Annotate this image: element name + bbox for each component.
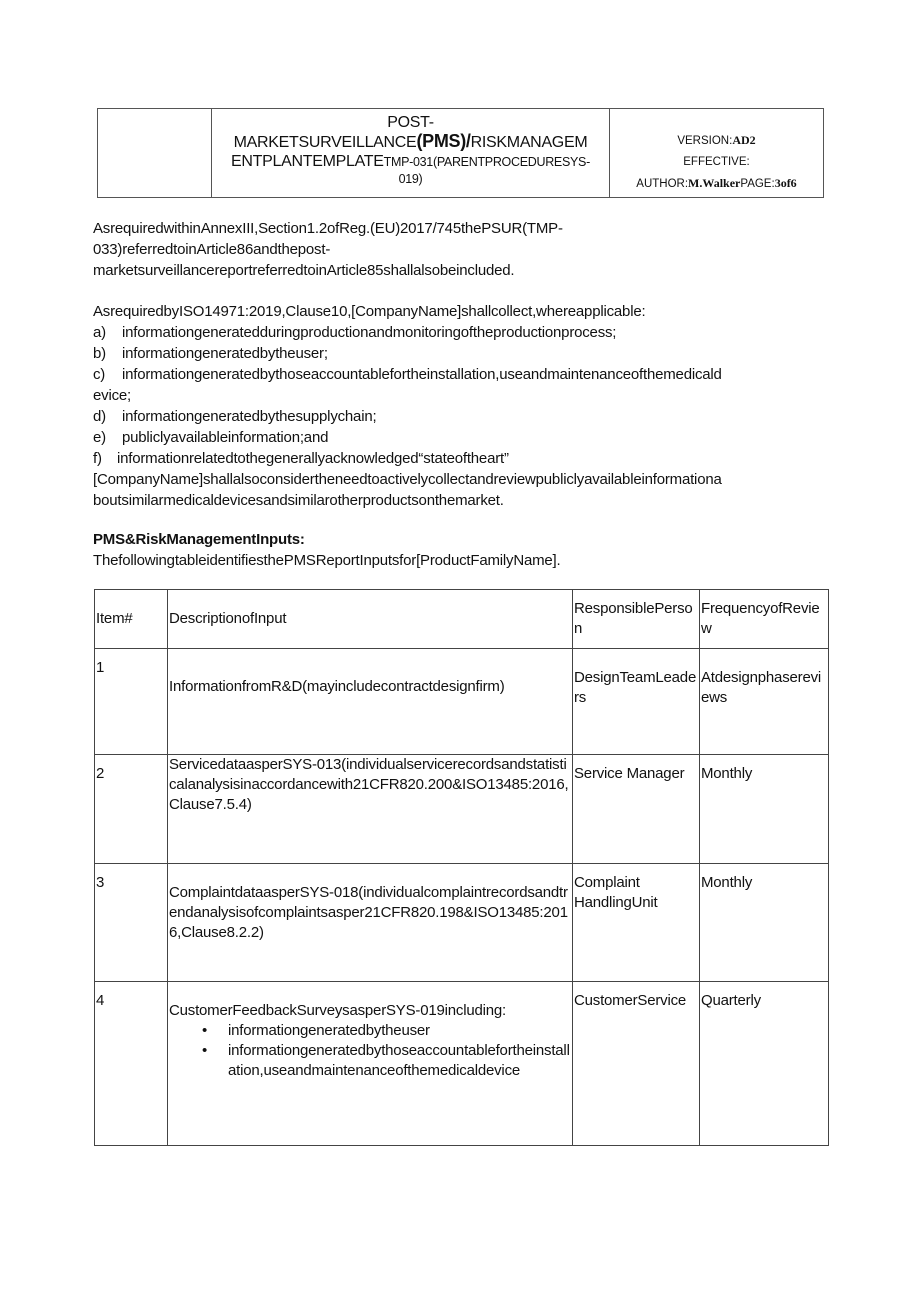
list-item: f) informationrelatedtothegenerallyacknowledged“stateoftheart” [93, 450, 509, 467]
inputs-section [93, 529, 560, 571]
column-header: DescriptionofInput [168, 590, 573, 649]
table-cell: Monthly [700, 755, 829, 864]
list-item: e) publiclyavailableinformation;and [93, 429, 329, 446]
table-cell: 3 [95, 864, 168, 982]
table-row [95, 649, 829, 755]
effective-field: EFFECTIVE: [683, 156, 750, 168]
table-cell: Quarterly [700, 982, 829, 1146]
document-title: POST- MARKETSURVEILLANCE(PMS)/RISKMANAGEM ENTPLANTEMPLATETMP-031(PARENTPROCEDURESYS- 019) [212, 109, 610, 197]
paragraph-annex: AsrequiredwithinAnnexIII,Section1.2ofReg.(EU)2017/745thePSUR(TMP- 033)referredtoinArticle86andthepost- marketsurveillancereportreferredtoinArticle85shallalsobeincluded. [93, 220, 563, 279]
list-item: d) informationgeneratedbythesupplychain; [93, 408, 377, 425]
list-item: evice; [93, 387, 131, 404]
table-cell: Service Manager [573, 755, 700, 864]
pms-inputs-table [94, 589, 829, 1146]
document-header [97, 108, 824, 198]
table-cell: 4 [95, 982, 168, 1146]
header-logo-cell [98, 109, 212, 197]
section-intro: ThefollowingtableidentifiesthePMSReportInputsfor[ProductFamilyName]. [93, 552, 561, 569]
column-header: FrequencyofReview [700, 590, 829, 649]
version-field: VERSION:AD2 [677, 133, 756, 147]
table-cell: Complaint HandlingUnit [573, 864, 700, 982]
table-cell: InformationfromR&D(mayincludecontractdesignfirm) [168, 649, 573, 755]
bullet-list [169, 1021, 572, 1081]
table-header-row [95, 590, 829, 649]
section-heading: PMS&RiskManagementInputs: [93, 531, 305, 548]
author-page-field: AUTHOR:M.WalkerPAGE:3of6 [636, 176, 797, 190]
table-cell: DesignTeamLeaders [573, 649, 700, 755]
list-item: • informationgeneratedbythoseaccountablefortheinstallation,useandmaintenanceofthemedicaldevice [228, 1041, 572, 1081]
table-row [95, 982, 829, 1146]
column-header: ResponsiblePerson [573, 590, 700, 649]
table-cell: 2 [95, 755, 168, 864]
table-row [95, 755, 829, 864]
list-item: • informationgeneratedbytheuser [228, 1021, 572, 1041]
list-item: c) informationgeneratedbythoseaccountablefortheinstallation,useandmaintenanceofthemedicald [93, 366, 722, 383]
collection-list [93, 322, 722, 469]
table-cell: CustomerFeedbackSurveysasperSYS-019including: • informationgeneratedbytheuser • informationgeneratedbythoseaccountablefortheinstallation,useandmaintenanceofthemedicaldevice [168, 982, 573, 1146]
list-item: a) informationgeneratedduringproductionandmonitoringoftheproductionprocess; [93, 324, 617, 341]
table-cell: ServicedataasperSYS-013(individualservicerecordsandstatisticalanalysisinaccordancewith21CFR820.200&ISO13485:2016,Clause7.5.4) [168, 755, 573, 864]
list-item: b) informationgeneratedbytheuser; [93, 345, 328, 362]
table-row [95, 864, 829, 982]
document-meta [610, 109, 823, 197]
table-cell: Atdesignphasereviews [700, 649, 829, 755]
table-cell: ComplaintdataasperSYS-018(individualcomplaintrecordsandtrendanalysisofcomplaintsasper21CFR820.198&ISO13485:2016,Clause8.2.2) [168, 864, 573, 982]
table-cell: Monthly [700, 864, 829, 982]
table-cell: 1 [95, 649, 168, 755]
paragraph-iso: AsrequiredbyISO14971:2019,Clause10,[CompanyName]shallcollect,whereapplicable: a) informationgeneratedduringproductionandmonitoringoftheproductionprocess; b) informationgeneratedbytheuser; c) informationgeneratedbythoseaccountablefortheinstallation,useandmaintenanceofthemedicald evice; d) informationgeneratedbythesupplychain; e) publiclyavailableinformation;and f) informationrelatedtothegenerallyacknowledged“stateoftheart” [CompanyName]shallalsoconsidertheneedtoactivelycollectandreviewpubliclyavailableinformationa boutsimilarmedicaldevicesandsimilarotherproductsonthemarket. [93, 303, 722, 509]
column-header: Item# [95, 590, 168, 649]
table-cell: CustomerService [573, 982, 700, 1146]
